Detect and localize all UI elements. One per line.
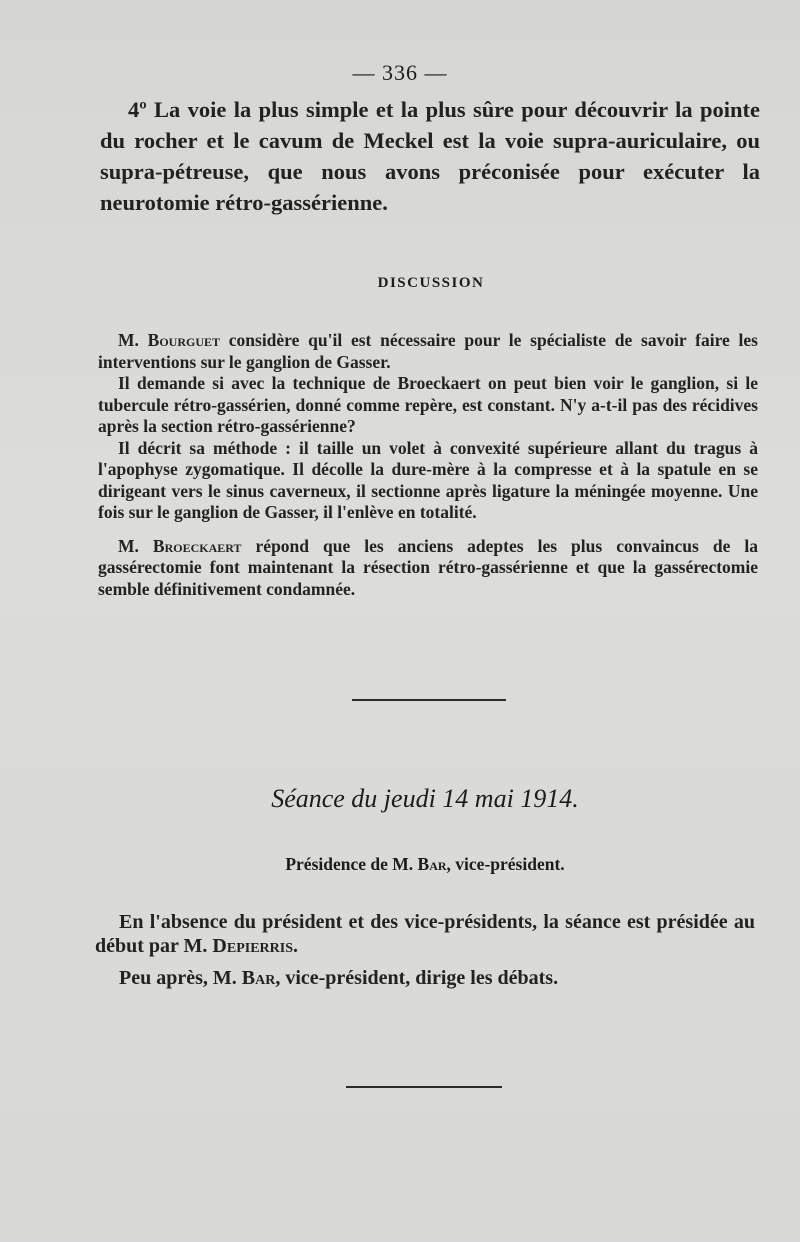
section-divider [352,699,506,701]
speaker-broeckaert: M. Broeckaert [118,535,242,556]
presidency-line [0,854,800,875]
session-paragraph [95,910,755,958]
section-divider [346,1086,502,1088]
discussion-paragraph [98,330,758,373]
session-text: En l'absence du président et des vice-présidents, la séance est présidée au début par M. [95,911,755,957]
session-text: Peu après, M. [119,967,242,989]
page-number: — 336 — [352,60,448,85]
presidency-suffix: , vice-président. [446,854,565,874]
name-depierris: Depierris [212,935,293,957]
item4-first-line: 4º La voie la plus simple et la plus sûre pour découvrir [128,97,668,122]
name-bar: Bar [241,967,276,989]
discussion-text: répond que les anciens adeptes les plus convaincus de la gassérectomie font maintenant la résection rétro-gassérienne et que la gassérectomie semble définitivement condamnée. [98,535,758,599]
discussion-body [98,330,758,600]
presidency-prefix: Présidence de M. [285,854,418,874]
session-text-end: . [293,935,298,957]
discussion-heading: DISCUSSION [377,275,485,291]
discussion-paragraph: Il décrit sa méthode : il taille un volet à convexité supérieure allant du tragus à l'apophyse zygomatique. Il décolle la dure-mère à la compresse et à la spatule en se dirigeant vers le sinus caverneux, il sectionne après ligature la méningée moyenne. Une fois sur le ganglion de Gasser, il l'enlève en totalité. [98,437,758,522]
speaker-bourguet: M. Bourguet [118,330,220,350]
session-paragraph [95,966,755,990]
session-body [95,910,755,990]
discussion-paragraph: Il demande si avec la technique de Broeckaert on peut bien voir le ganglion, si le tubercule rétro-gassérien, donné comme repère, est constant. N'y a-t-il pas des récidives après la section rétro-gassérienne? [98,373,758,436]
presidency-name: Bar [417,854,447,874]
session-text: , vice-président, dirige les débats. [275,967,559,989]
discussion-text: considère qu'il est nécessaire pour le spécialiste de savoir faire les interventions sur le ganglion de Gasser. [98,330,758,372]
conclusion-item-4 [100,94,760,218]
item4-rest: la pointe du rocher et le cavum de Meckel est la voie supra-auriculaire, ou supra-pétreuse, que nous avons préconisée pour exécuter la neurotomie rétro-gassérienne. [100,97,761,215]
session-title: Séance du jeudi 14 mai 1914. [271,784,579,813]
discussion-paragraph [98,536,758,601]
